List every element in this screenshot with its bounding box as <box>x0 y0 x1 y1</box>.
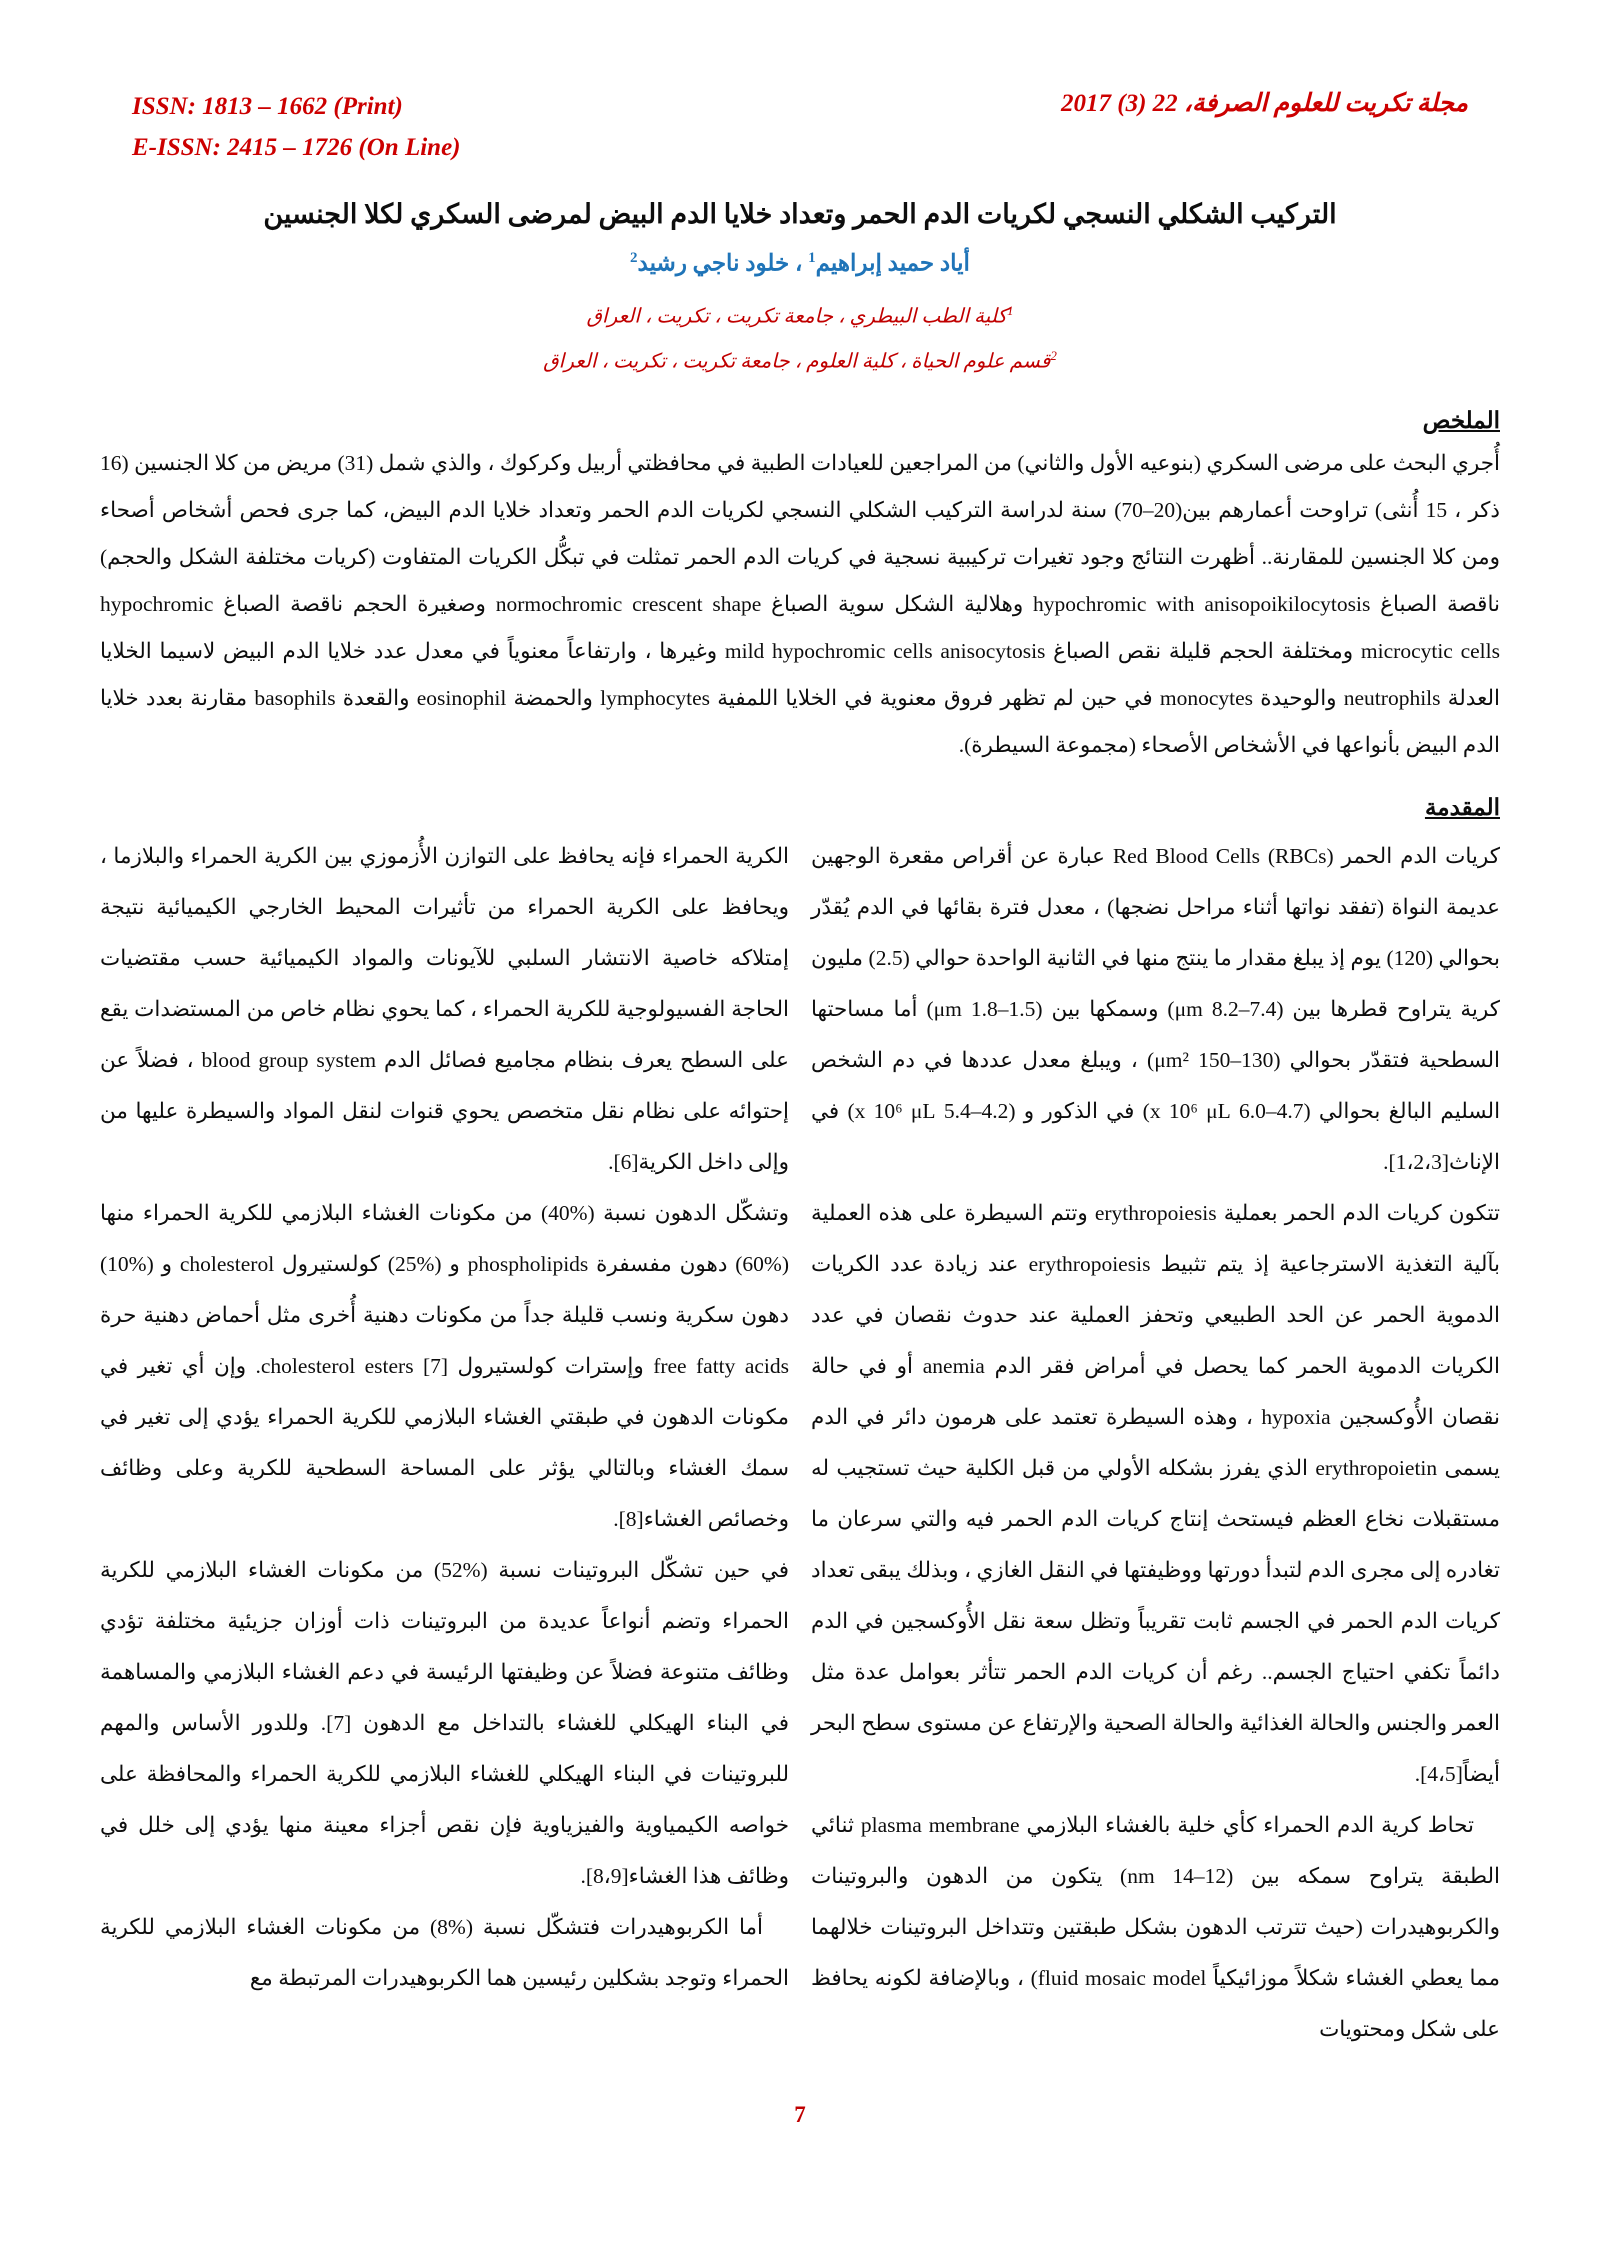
issn-online: E-ISSN: 2415 – 1726 (On Line) <box>132 134 461 161</box>
paragraph: كريات الدم الحمر Red Blood Cells (RBCs) عبارة عن أقراص مقعرة الوجهين عديمة النواة (تفقد نواتها أثناء مراحل نضجها) ، معدل فترة بقائها في الدم يُقدّر بحوالي (120) يوم إذ يبلغ مقدار ما ينتج منها في الثانية الواحدة حوالي (2.5) مليون كرية يتراوح قطرها بين (7.4–8.2 μm) وسمكها بين (1.5–1.8 μm) أما مساحتها السطحية فتقدّر بحوالي (130–150 μm²) ، ويبلغ معدل عددها في دم الشخص السليم البالغ بحوالي (4.7–6.0 x 10⁶ μL) في الذكور و (4.2–5.4 x 10⁶ μL) في الإناث[1،2،3]. <box>811 843 1501 1174</box>
affiliation-line <box>0 336 1600 382</box>
authors-separator: ، <box>789 250 809 276</box>
affiliation-mark: 1 <box>1006 302 1014 318</box>
paragraph: تتكون كريات الدم الحمر بعملية erythropoiesis وتتم السيطرة على هذه العملية بآلية التغذية الاسترجاعية إذ يتم تثبيط erythropoiesis عند زيادة عدد الكريات الدموية الحمر عن الحد الطبيعي وتحفز العملية عند حدوث نقصان في عدد الكريات الدموية الحمر كما يحصل في أمراض فقر الدم anemia أو في حالة نقصان الأُوكسجين hypoxia ، وهذه السيطرة تعتمد على هرمون دائر في الدم يسمى erythropoietin الذي يفرز بشكله الأولي من قبل الكلية حيث تستجيب له مستقبلات نخاع العظم فيستحث إنتاج كريات الدم الحمر فيه والتي سرعان ما تغادره إلى مجرى الدم لتبدأ دورتها ووظيفتها في النقل الغازي ، وبذلك يبقى تعداد كريات الدم الحمر في الجسم ثابت تقريباً وتظل سعة نقل الأُوكسجين في الدم دائماً تكفي احتياج الجسم.. رغم أن كريات الدم الحمر تتأثر بعوامل عدة مثل العمر والجنس والحالة الغذائية والحالة الصحية والإرتفاع عن مستوى سطح البحر أيضاً[4،5]. <box>811 1200 1500 1786</box>
page-header <box>0 0 1600 168</box>
journal-title-arabic: مجلة تكريت للعلوم الصرفة، 22 (3) 2017 <box>1060 90 1468 117</box>
paragraph: في حين تشكّل البروتينات نسبة (%52) من مكونات الغشاء البلازمي للكرية الحمراء وتضم أنواعاً عديدة من البروتينات ذات أوزان جزيئية مختلفة تؤدي وظائف متنوعة فضلاً عن وظيفتها الرئيسة في دعم الغشاء البلازمي والمساهمة في البناء الهيكلي للغشاء بالتداخل مع الدهون [7]. وللدور الأساس والمهم للبروتينات في البناء الهيكلي للغشاء البلازمي للكرية الحمراء والمحافظة على خواصه الكيمياوية والفيزياوية فإن نقص أجزاء معينة منها يؤدي إلى خلل في وظائف هذا الغشاء[8،9]. <box>100 1557 790 1888</box>
affiliation-text: كلية الطب البيطري ، جامعة تكريت ، تكريت ، العراق <box>586 305 1007 328</box>
introduction-columns <box>100 831 1500 2055</box>
introduction-heading: المقدمة <box>1424 794 1500 820</box>
author-second: خلود ناجي رشيد <box>637 250 790 276</box>
issn-print: ISSN: 1813 – 1662 (Print) <box>132 93 403 120</box>
author-first-affiliation-mark: 1 <box>808 250 816 266</box>
affiliation-line <box>0 291 1600 337</box>
paper-title: التركيب الشكلي النسجي لكريات الدم الحمر وتعداد خلايا الدم البيض لمرضى السكري لكلا الجنسين <box>263 199 1337 229</box>
paragraph: وتشكّل الدهون نسبة (%40) من مكونات الغشاء البلازمي للكرية الحمراء منها (%60) دهون مفسفرة phospholipids و (%25) كولستيرول cholesterol و (%10) دهون سكرية ونسب قليلة جداً من مكونات دهنية أُخرى مثل أحماض دهنية حرة free fatty acids وإسترات كولستيرول cholesterol esters [7]. وإن أي تغير في مكونات الدهون في طبقتي الغشاء البلازمي للكرية الحمراء يؤدي إلى تغير في سمك الغشاء وبالتالي يؤثر على المساحة السطحية للكرية وعلى وظائف وخصائص الغشاء[8]. <box>100 1200 789 1531</box>
affiliations <box>0 291 1600 382</box>
paragraph: أما الكربوهيدرات فتشكّل نسبة (%8) من مكونات الغشاء البلازمي للكرية الحمراء وتوجد بشكلين رئيسين هما الكربوهيدرات المرتبطة مع <box>100 1914 789 1990</box>
page-number: 7 <box>794 2102 806 2127</box>
abstract-body: أُجري البحث على مرضى السكري (بنوعيه الأول والثاني) من المراجعين للعيادات الطبية في محافظتي أربيل وكركوك ، والذي شمل (31) مريض من كلا الجنسين (16 ذكر ، 15 أُنثى) تراوحت أعمارهم بين(20–70) سنة لدراسة التركيب الشكلي النسجي لكريات الدم الحمر وتعداد خلايا الدم البيض، كما جرى فحص أشخاص أصحاء ومن كلا الجنسين للمقارنة.. أظهرت النتائج وجود تغيرات تركيبية نسجية في كريات الدم الحمر تمثلت في تبكُّل الكريات المتفاوت (كريات مختلفة الشكل والحجم) ناقصة الصباغ hypochromic with anisopoikilocytosis وهلالية الشكل سوية الصباغ normochromic crescent shape وصغيرة الحجم ناقصة الصباغ hypochromic microcytic cells ومختلفة الحجم قليلة نقص الصباغ mild hypochromic cells anisocytosis وغيرها ، وارتفاعاً معنوياً في معدل عدد خلايا الدم البيض لاسيما الخلايا العدلة neutrophils والوحيدة monocytes في حين لم تظهر فروق معنوية في الخلايا اللمفية lymphocytes والحمضة eosinophil والقعدة basophils مقارنة بعدد خلايا الدم البيض بأنواعها في الأشخاص الأصحاء (مجموعة السيطرة). <box>100 450 1500 757</box>
abstract-heading: الملخص <box>1422 407 1500 433</box>
author-second-affiliation-mark: 2 <box>630 250 638 266</box>
paragraph: الكرية الحمراء فإنه يحافظ على التوازن الأُزموزي بين الكرية الحمراء والبلازما ، ويحافظ على الكرية الحمراء من تأثيرات المحيط الخارجي الكيميائية نتيجة إمتلاكه خاصية الانتشار السلبي للآيونات والمواد الكيميائية حسب مقتضيات الحاجة الفسيولوجية للكرية الحمراء ، كما يحوي نظام خاص من المستضدات يقع على السطح يعرف بنظام مجاميع فصائل الدم blood group system ، فضلاً عن إحتوائه على نظام نقل متخصص يحوي قنوات لنقل المواد والسيطرة عليها من وإلى داخل الكرية[6]. <box>100 843 789 1174</box>
column-left <box>100 831 789 2055</box>
affiliation-text: قسم علوم الحياة ، كلية العلوم ، جامعة تكريت ، تكريت ، العراق <box>543 350 1051 373</box>
paragraph: تحاط كرية الدم الحمراء كأي خلية بالغشاء البلازمي plasma membrane ثنائي الطبقة يتراوح سمكه بين (12–14 nm) يتكون من الدهون والبروتينات والكربوهيدرات (حيث تترتب الدهون بشكل طبقتين وتتداخل البروتينات خلالهما مما يعطي الغشاء شكلاً موزائيكياً fluid mosaic model) ، وبالإضافة لكونه يحافظ على شكل ومحتويات <box>811 1812 1501 2041</box>
authors-line <box>0 250 1600 277</box>
column-right <box>811 831 1500 2055</box>
issn-block <box>132 86 461 168</box>
author-first: أياد حميد إبراهيم <box>815 250 970 276</box>
affiliation-mark: 2 <box>1050 348 1057 364</box>
